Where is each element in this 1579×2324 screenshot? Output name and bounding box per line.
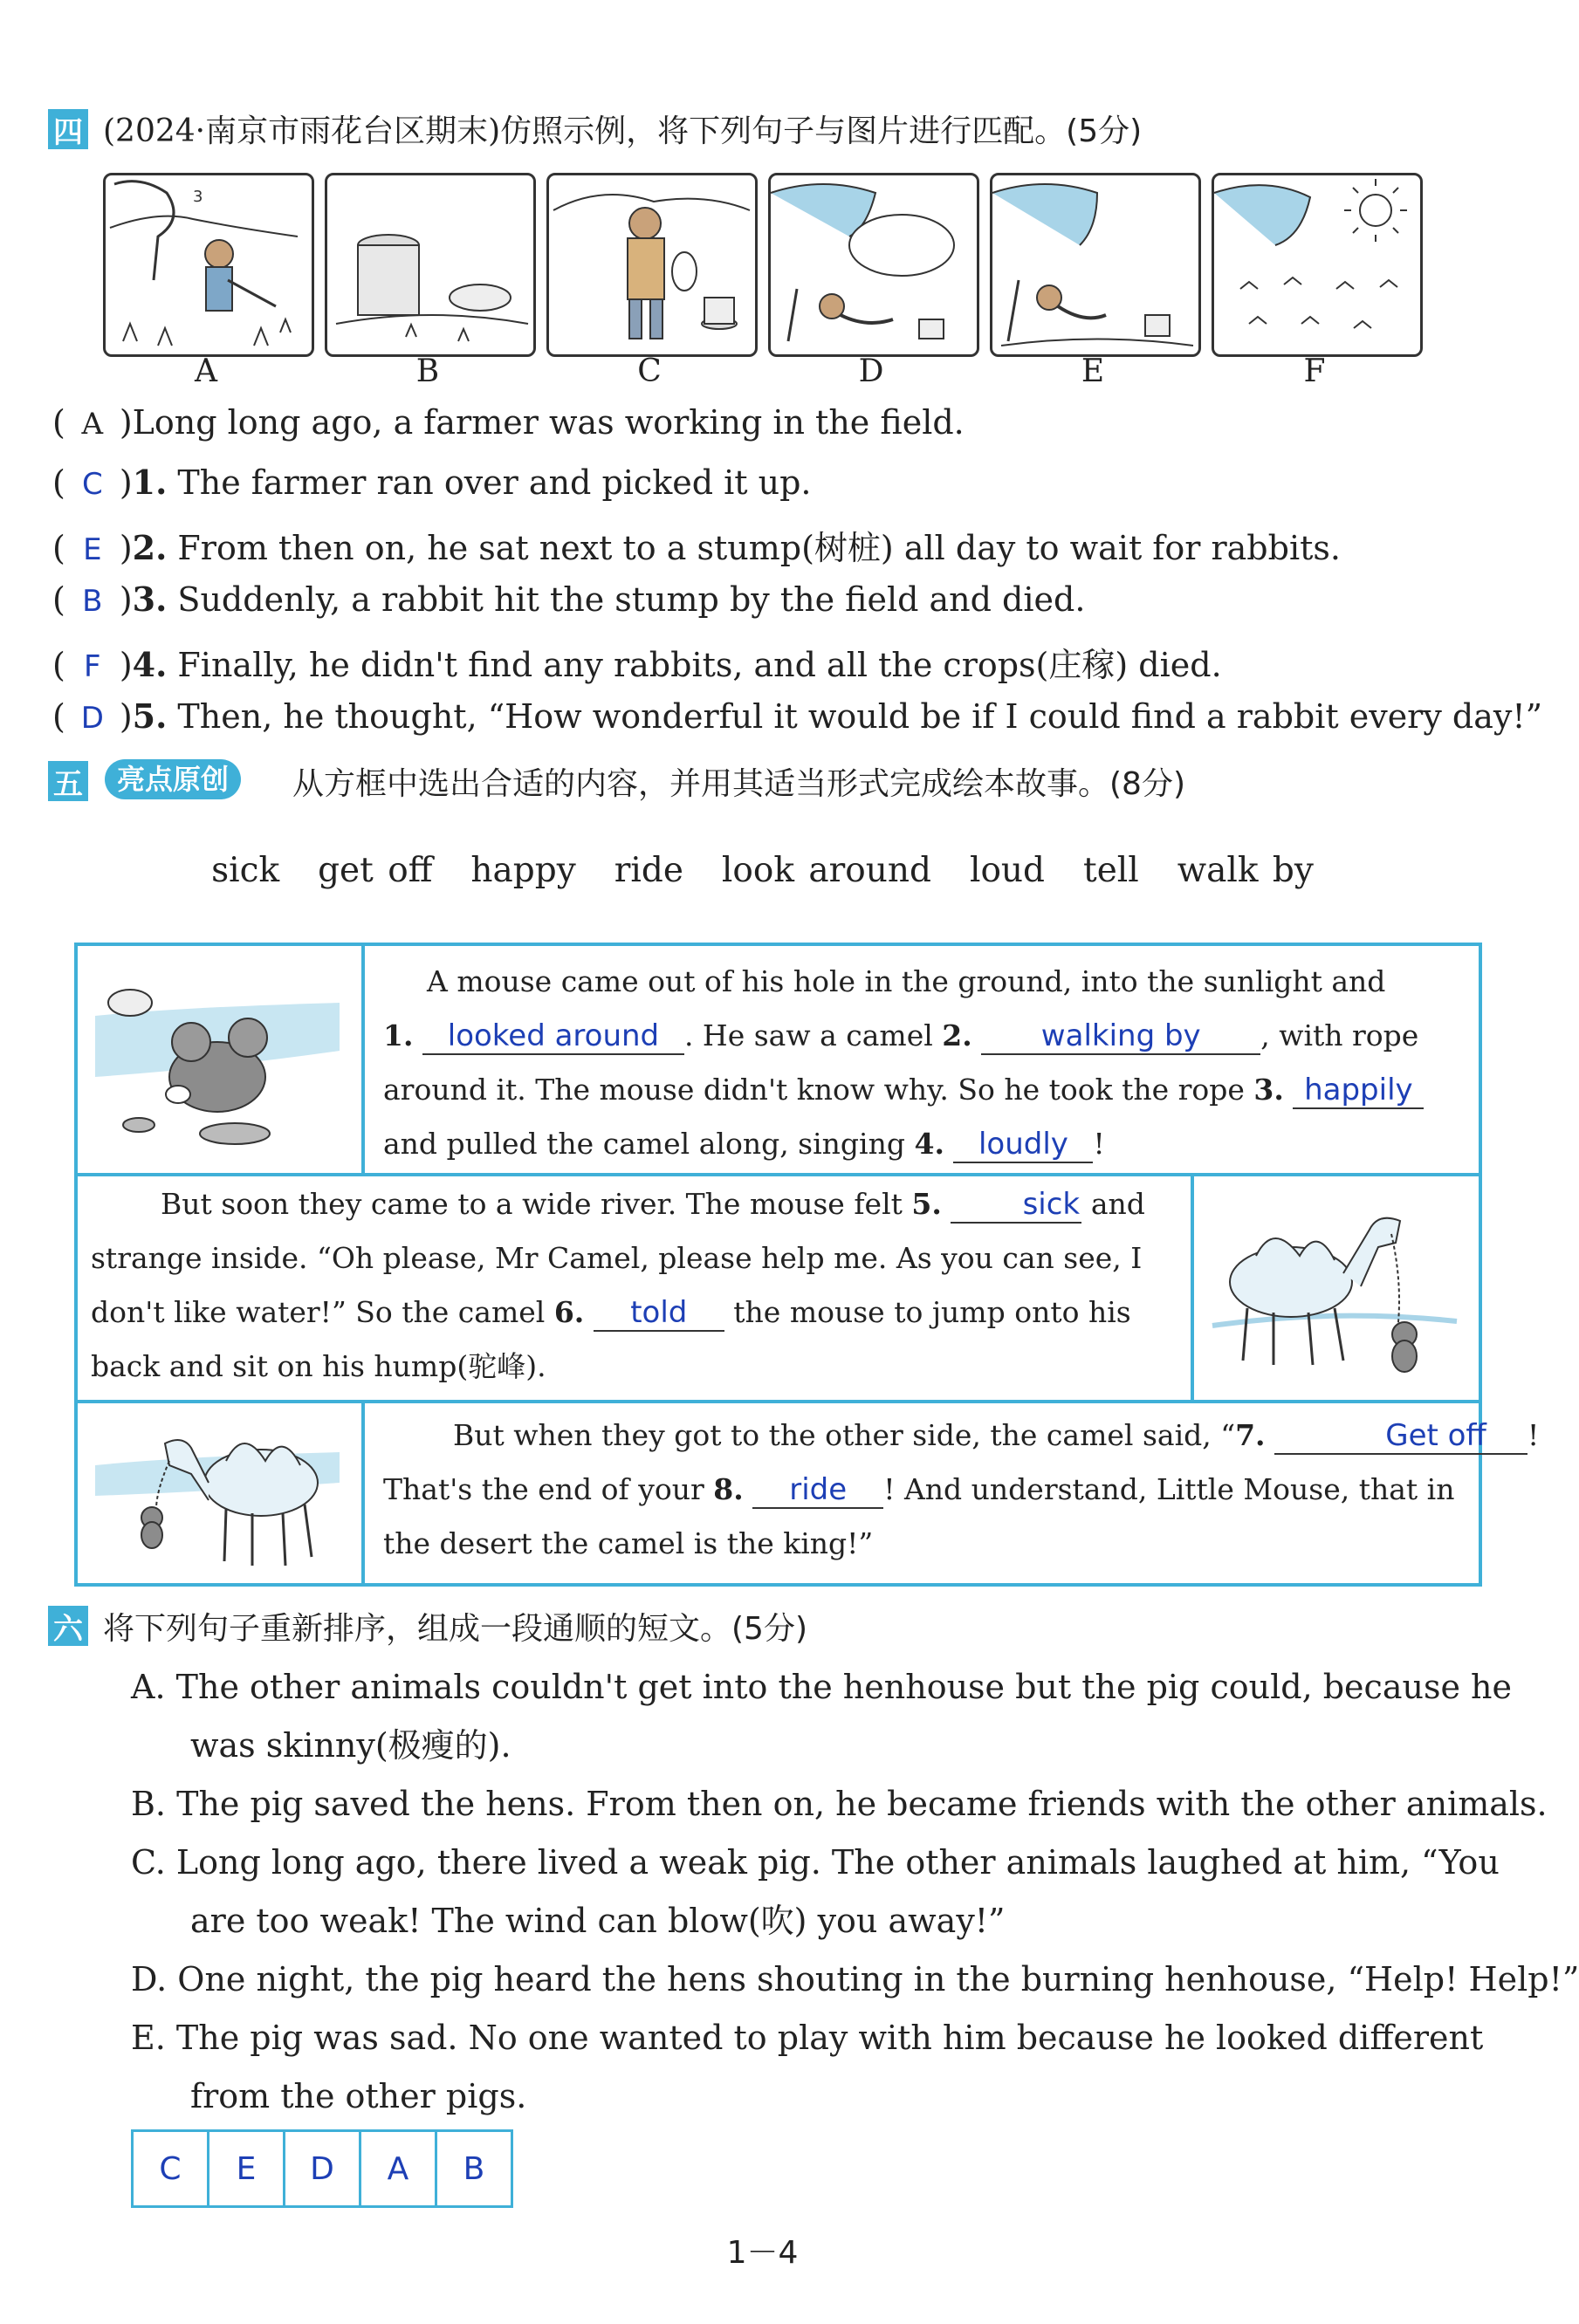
match-text: Then, he thought, “How wonderful it would be if I could find a rabbit every day!” [177,697,1543,736]
blank-3[interactable]: happily [1293,1073,1424,1109]
section-4-instruction: 仿照示例，将下列句子与图片进行匹配。 [500,113,1067,149]
picture-c [546,173,758,357]
picture-e [990,173,1201,357]
match-item: ( D )5. Then, he thought, “How wonderful it would be if I could find a rabbit every day!” [52,696,1543,736]
section-6-title [103,1604,807,1649]
word-bank-item: ride [614,851,683,890]
match-text: Suddenly, a rabbit hit the stump by the field and died. [177,580,1086,619]
divider [361,1402,365,1583]
option-d: D. One night, the pig heard the hens shouting in the burning henhouse, “Help! Help!” [131,1960,1579,1998]
section-4-number: 四 [48,109,88,149]
match-answer[interactable]: D [80,701,104,736]
picture-label-c: C [637,353,662,389]
divider [1191,1173,1194,1402]
match-answer[interactable]: A [81,407,104,442]
match-item: ( B )3. Suddenly, a rabbit hit the stump by the field and died. [52,579,1086,619]
option-b: B. The pig saved the hens. From then on, he became friends with the other animals. [131,1785,1548,1823]
mouse-illustration [95,963,348,1159]
option-c: C. Long long ago, there lived a weak pig. The other animals laughed at him, “You are too weak! The wind can blow(吹) you away!” [131,1843,1500,1940]
order-answer-cell[interactable]: E [209,2131,285,2207]
word-bank-item: get off [318,851,433,890]
section-5-title [292,759,1185,804]
match-text: Long long ago, a farmer was working in the field. [132,403,965,442]
picture-label-e: E [1081,353,1105,389]
section-4-score: (5分) [1066,113,1143,149]
match-item: ( C )1. The farmer ran over and picked it up. [52,463,812,502]
order-answer-table [131,2129,513,2208]
section-4-title [103,106,1142,151]
match-text: Finally, he didn't find any rabbits, and all the crops(庄稼) died. [177,646,1222,684]
match-text: The farmer ran over and picked it up. [177,463,812,502]
svg-text:3: 3 [193,188,203,206]
divider [78,1173,1479,1176]
section-5-instruction: 从方框中选出合适的内容，并用其适当形式完成绘本故事。 [292,766,1110,802]
picture-label-d: D [858,353,884,389]
picture-b [325,173,536,357]
word-bank-item: tell [1083,851,1139,890]
word-bank-item: loud [969,851,1046,890]
blank-7[interactable]: Get off [1274,1418,1528,1455]
word-bank-item: look around [721,851,931,890]
camel-mouse-illustration [1204,1186,1466,1395]
picture-d [768,173,979,357]
match-item: ( F )4. Finally, he didn't find any rabbits, and all the crops(庄稼) died. [52,645,1222,684]
section-5-number: 五 [48,761,88,801]
blank-5[interactable]: sick [951,1187,1081,1224]
blank-8[interactable]: ride [752,1472,883,1509]
section-4-source: (2024·南京市雨花台区期末) [103,113,501,149]
match-number: 3. [132,579,168,619]
match-number: 5. [132,696,168,736]
section-6-instruction: 将下列句子重新排序，组成一段通顺的短文。 [103,1611,732,1647]
picture-a [103,173,314,357]
match-number: 4. [132,645,168,684]
match-number: 1. [132,463,168,502]
word-bank [0,851,1525,890]
option-a: A. The other animals couldn't get into the henhouse but the pig could, because he was skinny(极瘦的). [131,1668,1512,1765]
order-answer-cell[interactable]: D [285,2131,360,2207]
picture-label-a: A [195,353,217,389]
match-number: 2. [132,528,168,567]
match-item: ( E )2. From then on, he sat next to a stump(树桩) all day to wait for rabbits. [52,528,1341,567]
word-bank-item: happy [470,851,576,890]
blank-2[interactable]: walking by [981,1018,1260,1055]
story-paragraph-1: A mouse came out of his hole in the ground, into the sunlight and 1. looked around . He saw a camel 2. walking by , with rope around it. The mouse didn't know why. So he took the rope 3. happily and pulled the camel along, singing 4. loudly ! [383,955,1466,1171]
divider [361,946,365,1173]
word-bank-item: walk by [1177,851,1314,890]
story-box [74,943,1540,1587]
match-item: ( A )Long long ago, a farmer was working in the field. [52,403,965,442]
order-answer-cell[interactable]: B [436,2131,512,2207]
match-answer[interactable]: E [83,532,102,567]
page-number: 1－4 [726,2235,799,2271]
match-answer[interactable]: F [84,649,101,684]
blank-1[interactable]: looked around [422,1018,684,1055]
order-answer-cell[interactable]: A [360,2131,436,2207]
story-paragraph-3: But when they got to the other side, the camel said, “7. Get off ! That's the end of your 8. ride ! And understand, Little Mouse, that in the desert the camel is the king!” [383,1418,1540,1560]
match-text: From then on, he sat next to a stump(树桩) all day to wait for rabbits. [177,529,1341,567]
blank-6[interactable]: told [594,1295,724,1332]
picture-f [1212,173,1423,357]
section-6-score: (5分) [731,1611,808,1647]
original-badge: 亮点原创 [105,759,241,799]
divider [78,1400,1479,1403]
match-answer[interactable]: C [81,467,103,502]
section-5-score: (8分) [1109,766,1186,802]
picture-label-b: B [415,353,440,389]
camel-illustration [95,1413,348,1578]
match-answer[interactable]: B [82,584,103,619]
picture-label-f: F [1303,353,1326,389]
order-answer-cell[interactable]: C [133,2131,209,2207]
blank-4[interactable]: loudly [953,1127,1093,1163]
word-bank-item: sick [211,851,280,890]
section-6-number: 六 [48,1606,88,1646]
option-e: E. The pig was sad. No one wanted to play with him because he looked different from the other pigs. [131,2019,1484,2115]
story-paragraph-2: But soon they came to a wide river. The mouse felt 5. sick and strange inside. “Oh please, Mr Camel, please help me. As you can see, I don't like water!” So the camel 6. told the mouse to jump onto his back and sit on his hump(驼峰). [91,1187,1145,1383]
